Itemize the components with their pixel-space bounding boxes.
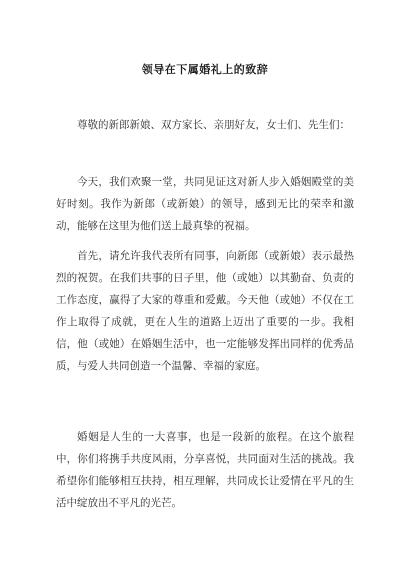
paragraph-congratulations: 首先，请允许我代表所有同事，向新郎（或新娘）表示最热烈的祝贺。在我们共事的日子里，他（或她）以其勤奋、负责的工作态度，赢得了大家的尊重和爱戴。今天他（或她）不仅在工作上取得了成就，更在人生的道路上迈出了重要的一步。我相信，他（或她）在婚姻生活中，也一定能够发挥出同样的优秀品质，与爱人共同创造一个温馨、幸福的家庭。 — [56, 250, 354, 372]
paragraph-wishes: 婚姻是人生的一大喜事，也是一段新的旅程。在这个旅程中，你们将携手共度风雨，分享喜悦，共同面对生活的挑战。我希望你们能够相互扶持，相互理解，共同成长让爱情在平凡的生活中绽放出不平凡的光芒。 — [56, 431, 354, 509]
paragraph-opening: 今天，我们欢聚一堂，共同见证这对新人步入婚姻殿堂的美好时刻。我作为新郎（或新娘）的领导，感到无比的荣幸和激动，能够在这里为他们送上最真挚的祝福。 — [56, 176, 354, 232]
paragraph-salutation: 尊敬的新郎新娘、双方家长、亲朋好友，女士们、先生们： — [77, 119, 350, 131]
document-title: 领导在下属婚礼上的致辞 — [141, 63, 269, 76]
